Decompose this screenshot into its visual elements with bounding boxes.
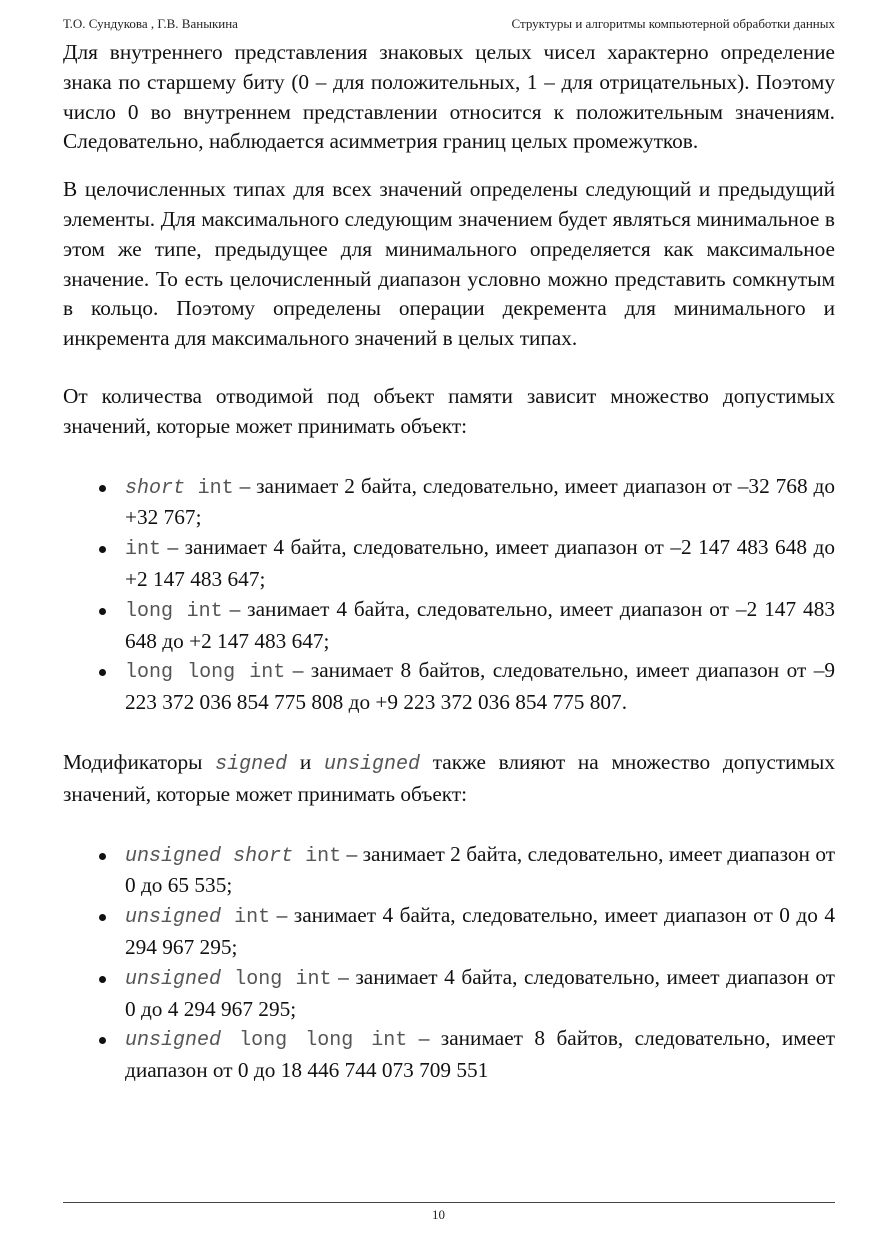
bullet-icon [99, 914, 106, 921]
type-keyword: long int [125, 599, 223, 623]
type-keyword: int [185, 476, 234, 500]
type-keyword-italic: unsigned [125, 906, 222, 930]
footer-divider [63, 1202, 835, 1203]
paragraph-memory-size: От количества отводимой под объект памяти зависит множество допустимых значений, которые может принимать объект: [63, 383, 835, 438]
list-item [63, 1024, 835, 1086]
bullet-icon [99, 1037, 106, 1044]
type-keyword-italic: unsigned [125, 1029, 222, 1053]
list-item [63, 595, 835, 657]
type-keyword: int [221, 906, 271, 930]
modifiers-text-end: также влияют на множество допустимых значений, которые может принимать объект: [63, 749, 835, 806]
type-description: – занимает 8 байтов, следовательно, имеет диапазон от 0 до 18 446 744 073 709 551 [125, 1026, 835, 1083]
paragraph-modifiers [63, 748, 835, 810]
type-description: – занимает 4 байта, следовательно, имеет диапазон от –2 147 483 648 до +2 147 483 647; [125, 535, 835, 591]
paragraph-sign-representation: Для внутреннего представления знаковых целых чисел характерно определение знака по старшему биту (0 – для положительных, 1 – для отрицательных). Поэтому число 0 во внутреннем представлении относится к положительным значениям. Следовательно, наблюдается асимметрия границ целых промежутков. [63, 40, 835, 154]
type-keyword-italic: unsigned short [125, 844, 294, 868]
type-description: – занимает 2 байта, следовательно, имеет диапазон от 0 до 65 535; [125, 841, 836, 898]
list-item [63, 840, 835, 902]
list-item [63, 472, 835, 534]
page-content [63, 38, 835, 1086]
type-keyword: long long int [221, 1029, 408, 1053]
page-number: 10 [432, 1207, 445, 1222]
bullet-icon [99, 608, 106, 615]
header-authors: Т.О. Сундукова , Г.В. Ваныкина [63, 16, 238, 31]
bullet-icon [99, 669, 106, 676]
list-item [63, 901, 835, 963]
type-keyword-italic: short [125, 476, 186, 500]
bullet-icon [99, 546, 106, 553]
type-keyword: int [293, 844, 342, 868]
type-keyword-italic: unsigned [125, 967, 222, 991]
list-item [63, 963, 835, 1025]
bullet-icon [99, 485, 106, 492]
keyword-unsigned: unsigned [323, 752, 420, 776]
bullet-icon [99, 853, 106, 860]
header-title: Структуры и алгоритмы компьютерной обработки данных [511, 16, 835, 31]
type-keyword: long long int [125, 661, 286, 685]
modifiers-text-and: и [287, 749, 324, 774]
type-description: – занимает 4 байта, следовательно, имеет диапазон от 0 до 4 294 967 295; [125, 903, 835, 959]
list-item [63, 656, 835, 718]
type-keyword: int [125, 538, 162, 562]
running-header [63, 16, 835, 34]
list-item [63, 533, 835, 595]
keyword-signed: signed [215, 752, 288, 776]
type-description: – занимает 4 байта, следовательно, имеет диапазон от –2 147 483 648 до +2 147 483 647; [125, 596, 836, 653]
paragraph-integer-ring: В целочисленных типах для всех значений определены следующий и предыдущий элементы. Для максимального следующим значением будет являться минимальное в этом же типе, предыдущее для минимального определяется как максимальное значение. То есть целочисленный диапазон условно можно представить сомкнутым в кольцо. Поэтому определены операции декремента для минимального и инкремента для максимального значений в целых типах. [63, 177, 835, 351]
type-description: – занимает 4 байта, следовательно, имеет диапазон от 0 до 4 294 967 295; [125, 964, 835, 1021]
type-description: – занимает 8 байтов, следовательно, имеет диапазон от –9 223 372 036 854 775 808 до +9 223 372 036 854 775 807. [125, 658, 835, 715]
type-keyword: long int [221, 967, 332, 991]
type-description: – занимает 2 байта, следовательно, имеет диапазон от –32 768 до +32 767; [125, 473, 836, 530]
bullet-icon [99, 976, 106, 983]
unsigned-types-list [63, 840, 835, 1086]
signed-types-list [63, 472, 835, 718]
modifiers-text-start: Модификаторы [63, 749, 216, 774]
